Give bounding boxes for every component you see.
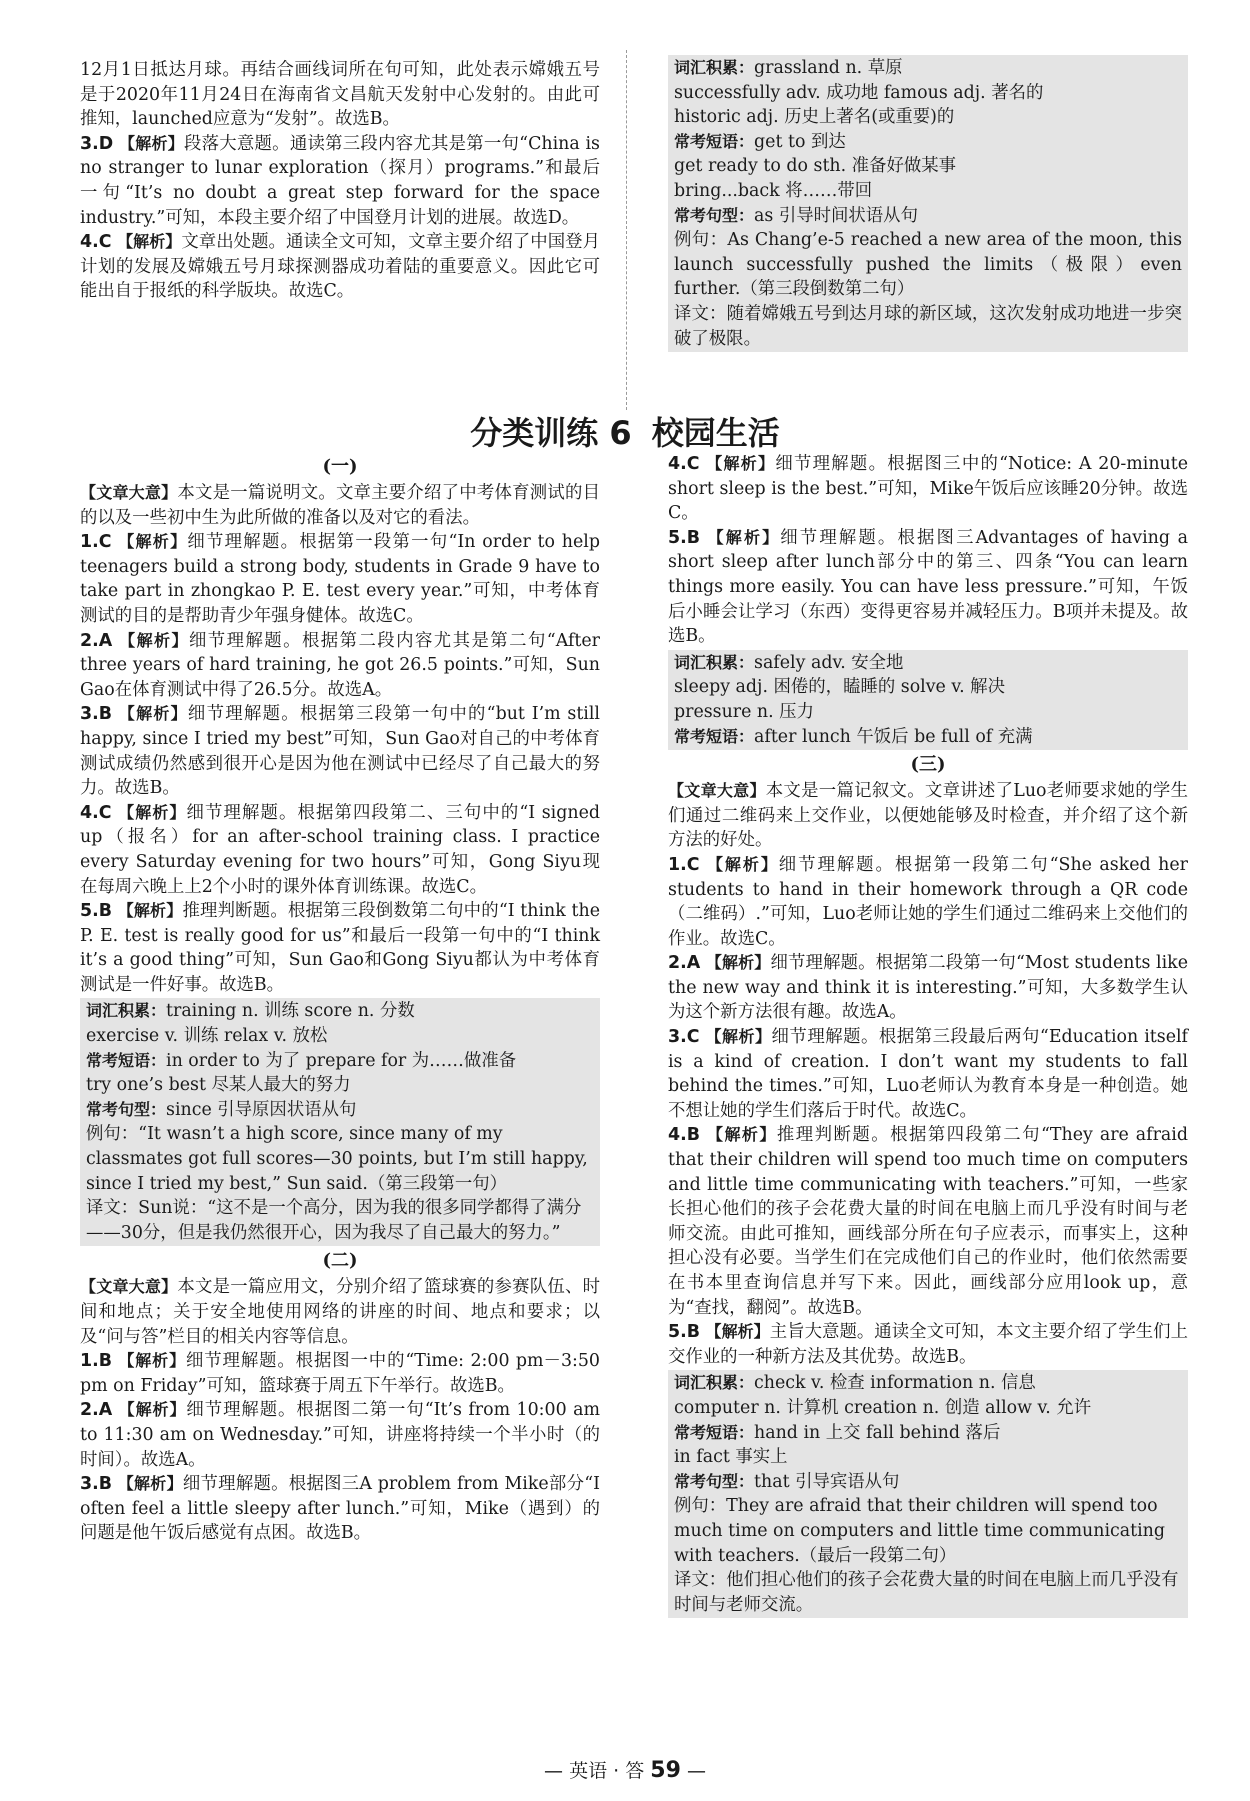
answer-item: 2.A 【解析】细节理解题。根据图二第一句“It’s from 10:00 am to 11:30 am on Wednesday.”可知，讲座将持续一个半小时（的时间）。故选A。: [80, 1400, 600, 1470]
vocab-line: 常考短语：after lunch 午饭后 be full of 充满: [674, 726, 1033, 747]
vocab-line: in fact 事实上: [674, 1447, 788, 1468]
vocab-box: 词汇积累：grassland n. 草原 successfully adv. 成功地 famous adj. 著名的 historic adj. 历史上著名(或重要)的 常考短语：get to 到达 get ready to do sth. 准备好做某事 bring...back 将……带回 常考句型：as 引导时间状语从句 例句：As Chang’e-5 reached a new area of the moon, this launch successfully pushed the limits（极限）even further.（第三段倒数第二句） 译文：随着嫦娥五号到达月球的新区域，这次发射成功地进一步突破了极限。: [668, 55, 1188, 352]
vocab-line: 词汇积累：training n. 训练 score n. 分数: [86, 1001, 415, 1022]
vocab-box: [668, 1370, 1188, 1618]
vocab-line: 常考短语：in order to 为了 prepare for 为……做准备: [86, 1050, 517, 1071]
answer-item: 1.B 【解析】细节理解题。根据图一中的“Time: 2:00 pm－3:50 pm on Friday”可知，篮球赛于周五下午举行。故选B。: [80, 1351, 600, 1396]
vocab-line: computer n. 计算机 creation n. 创造 allow v. 允许: [674, 1397, 1092, 1418]
answer-item: 4.C 【解析】文章出处题。通读全文可知，文章主要介绍了中国登月计划的发展及嫦娥五号月球探测器成功着陆的重要意义。因此它可能出自于报纸的科学版块。故选C。: [80, 232, 600, 302]
answer-item: 1.C 【解析】细节理解题。根据第一段第一句“In order to help teenagers build a strong body, students in Grade 9 have to take part in zhongkao P. E. test every year.”可知，中考体育测试的目的是帮助青少年强身健体。故选C。: [80, 532, 600, 626]
answer-item: 2.A 【解析】细节理解题。根据第二段内容尤其是第二句“After three years of hard training, he got 26.5 points.”可知，Sun Gao在体育测试中得了26.5分。故选A。: [80, 630, 600, 700]
vocab-line: 常考短语：hand in 上交 fall behind 落后: [674, 1422, 1001, 1443]
paragraph: 12月1日抵达月球。再结合画线词所在句可知，此处表示嫦娥五号是于2020年11月24日在海南省文昌航天发射中心发射的。由此可推知，launched应意为“发射”。故选B。: [80, 60, 600, 130]
answer-item: 1.C 【解析】细节理解题。根据第一段第二句“She asked her students to hand in their homework through a QR code（二维码）.”可知，Luo老师让她的学生们通过二维码来上交他们的作业。故选C。: [668, 854, 1188, 949]
vocab-box: [80, 998, 600, 1246]
answer-item: 3.B 【解析】细节理解题。根据图三A problem from Mike部分“I often feel a little sleepy after lunch.”可知，Mike（遇到）的问题是他午饭后感觉有点困。故选B。: [80, 1474, 600, 1544]
part-title: (一): [322, 456, 358, 477]
answer-item: 3.D 【解析】段落大意题。通读第三段内容尤其是第一句“China is no stranger to lunar exploration（探月）programs.”和最后一句“It’s no doubt a great step forward for the space industry.”可知，本段主要介绍了中国登月计划的进展。故选D。: [80, 133, 600, 228]
part-title: (三): [910, 754, 946, 776]
left-main-column: [80, 452, 600, 1546]
answer-item: 3.C 【解析】细节理解题。根据第三段最后两句“Education itself is a kind of creation. I don’t want my students to fall behind the times.”可知，Luo老师认为教育本身是一种创造。她不想让她的学生们落后于时代。故选C。: [668, 1027, 1188, 1121]
article-summary: 【文章大意】本文是一篇应用文，分别介绍了篮球赛的参赛队伍、时间和地点；关于安全地使用网络的讲座的时间、地点和要求；以及“问与答”栏目的相关内容等信息。: [80, 1277, 600, 1347]
column-divider: [626, 50, 627, 410]
vocab-line: 词汇积累：safely adv. 安全地: [674, 652, 904, 673]
answer-item: 3.B 【解析】细节理解题。根据第三段第一句中的“but I’m still happy, since I tried my best”可知，Sun Gao对自己的中考体育测试成绩仍然感到很开心是因为他在测试中已经尽了自己最大的努力。故选B。: [80, 704, 600, 799]
answer-item: 5.B 【解析】主旨大意题。通读全文可知，本文主要介绍了学生们上交作业的一种新方法及其优势。故选B。: [668, 1322, 1188, 1367]
answer-item: 4.C 【解析】细节理解题。根据第四段第二、三句中的“I signed up（报名）for an after-school training class. I practice every Saturday evening for two hours”可知，Gong Siyu现在每周六晚上上2个小时的课外体育训练课。故选C。: [80, 802, 600, 897]
vocab-line: 例句：“It wasn’t a high score, since many of my classmates got full scores—30 points, but I’m still happy, since I tried my best,” Sun said.（第三段第一句）: [86, 1124, 588, 1194]
part-title: (二): [322, 1250, 358, 1272]
vocab-box: [668, 650, 1188, 750]
vocab-line: 译文：他们担心他们的孩子会花费大量的时间在电脑上而几乎没有时间与老师交流。: [674, 1570, 1179, 1615]
answer-item: 4.C 【解析】细节理解题。根据图三中的“Notice: A 20-minute short sleep is the best.”可知，Mike午饭后应该睡20分钟。故选C。: [668, 454, 1189, 524]
vocab-line: 译文：Sun说：“这不是一个高分，因为我的很多同学都得了满分——30分，但是我仍然很开心，因为我尽了自己最大的努力。”: [86, 1198, 582, 1243]
answer-item: 5.B 【解析】细节理解题。根据图三Advantages of having a short sleep after lunch部分中的第三、四条“You can learn things more easily. You can have less pressure.”可知，午饭后小睡会让学习（东西）变得更容易并减轻压力。B项并未提及。故选B。: [668, 527, 1189, 647]
right-main-column: [668, 452, 1188, 1619]
answer-item: 2.A 【解析】细节理解题。根据第二段第一句“Most students like the new way and think it is interesting.”可知，大多数学生认为这个新方法很有趣。故选A。: [668, 953, 1188, 1023]
vocab-line: 例句：They are afraid that their children will spend too much time on computers and little time communicating with teachers.（最后一段第二句）: [674, 1496, 1166, 1566]
vocab-line: 词汇积累：check v. 检查 information n. 信息: [674, 1373, 1036, 1394]
page-number: 59: [650, 1758, 681, 1783]
article-summary: 【文章大意】本文是一篇说明文。文章主要介绍了中考体育测试的目的以及一些初中生为此所做的准备以及对它的看法。: [80, 483, 600, 528]
section-title: 分类训练 6 校园生活: [470, 414, 780, 452]
vocab-line: sleepy adj. 困倦的，瞌睡的 solve v. 解决: [674, 677, 1005, 698]
left-column: [80, 58, 600, 304]
right-top-column: [668, 54, 1188, 353]
vocab-line: try one’s best 尽某人最大的努力: [86, 1075, 351, 1096]
vocab-line: 常考句型：that 引导宾语从句: [674, 1471, 900, 1492]
vocab-line: pressure n. 压力: [674, 701, 814, 722]
vocab-line: 常考句型：since 引导原因状语从句: [86, 1099, 357, 1120]
vocab-line: exercise v. 训练 relax v. 放松: [86, 1026, 328, 1047]
answer-item: 4.B 【解析】推理判断题。根据第四段第二句“They are afraid that their children will spend too much time on computers and little time communicating with teachers.”可知，一些家长担心他们的孩子会花费大量的时间在电脑上而几乎没有时间与老师交流。由此可推知，画线部分所在句子应表示，而事实上，这种担心没有必要。当学生们在完成他们自己的作业时，他们依然需要在书本里查询信息并写下来。因此，画线部分应用look up，意为“查找，翻阅”。故选B。: [668, 1125, 1188, 1318]
answer-item: 5.B 【解析】推理判断题。根据第三段倒数第二句中的“I think the P. E. test is really good for us”和最后一段第一句中的“I think it’s a good thing”可知，Sun Gao和Gong Siyu都认为中考体育测试是一件好事。故选B。: [80, 901, 600, 995]
article-summary: 【文章大意】本文是一篇记叙文。文章讲述了Luo老师要求她的学生们通过二维码来上交作业，以便她能够及时检查，并介绍了这个新方法的好处。: [668, 781, 1188, 851]
page-footer: — 英语 · 答 59 —: [544, 1758, 706, 1783]
